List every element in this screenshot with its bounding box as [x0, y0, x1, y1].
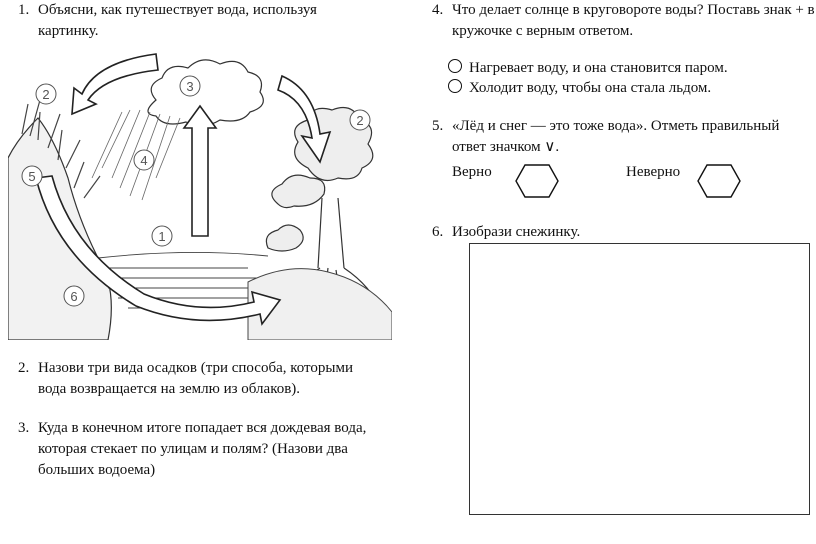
question-3: [18, 418, 378, 481]
diagram-label-6: 6: [70, 289, 78, 304]
q4-option-2-label: Холодит воду, чтобы она стала льдом.: [469, 80, 712, 96]
answer-true-label: Верно: [452, 164, 492, 180]
question-1: [18, 0, 358, 42]
answer-false-label: Неверно: [626, 164, 681, 180]
diagram-label-1: 1: [158, 229, 166, 244]
question-3-number: 3.: [18, 420, 30, 436]
question-3-text: Куда в конечном итоге попадает вся дождевая вода, которая стекает по улицам и полям? (Назови два больших водоема): [38, 420, 367, 478]
diagram-label-3: 3: [186, 79, 194, 94]
question-4: [432, 0, 816, 42]
question-2-text: Назови три вида осадков (три способа, которыми вода возвращается на землю из облаков).: [38, 360, 354, 397]
snowflake-drawing-area[interactable]: [469, 243, 810, 515]
question-5-text: «Лёд и снег — это тоже вода». Отметь правильный ответ значком ∨.: [452, 118, 780, 155]
answer-false-hexagon-icon[interactable]: [696, 163, 742, 199]
question-2: [18, 358, 378, 400]
condensation-arrow-icon: [72, 54, 158, 114]
question-5: [432, 116, 816, 158]
diagram-label-5: 5: [28, 169, 36, 184]
question-1-text: Объясни, как путешествует вода, используя картинку.: [38, 2, 317, 39]
evaporation-arrow-icon: [184, 106, 216, 236]
diagram-label-2-left: 2: [42, 87, 50, 102]
question-4-text: Что делает солнце в круговороте воды? Поставь знак + в кружочке с верным ответом.: [452, 2, 815, 39]
question-6: [432, 222, 816, 243]
diagram-label-2-right: 2: [356, 113, 364, 128]
question-2-number: 2.: [18, 360, 30, 376]
q4-option-2[interactable]: [448, 78, 711, 98]
question-4-number: 4.: [432, 2, 444, 18]
q4-option-1[interactable]: [448, 58, 728, 78]
answer-true-hexagon-icon[interactable]: [514, 163, 560, 199]
answer-circle-icon[interactable]: [448, 79, 462, 93]
question-6-text: Изобрази снежинку.: [452, 224, 581, 240]
answer-circle-icon[interactable]: [448, 59, 462, 73]
q4-option-1-label: Нагревает воду, и она становится паром.: [469, 60, 728, 76]
question-1-number: 1.: [18, 2, 30, 18]
diagram-label-4: 4: [140, 153, 148, 168]
water-cycle-illustration: [8, 48, 392, 340]
question-6-number: 6.: [432, 224, 444, 240]
question-5-number: 5.: [432, 118, 444, 134]
